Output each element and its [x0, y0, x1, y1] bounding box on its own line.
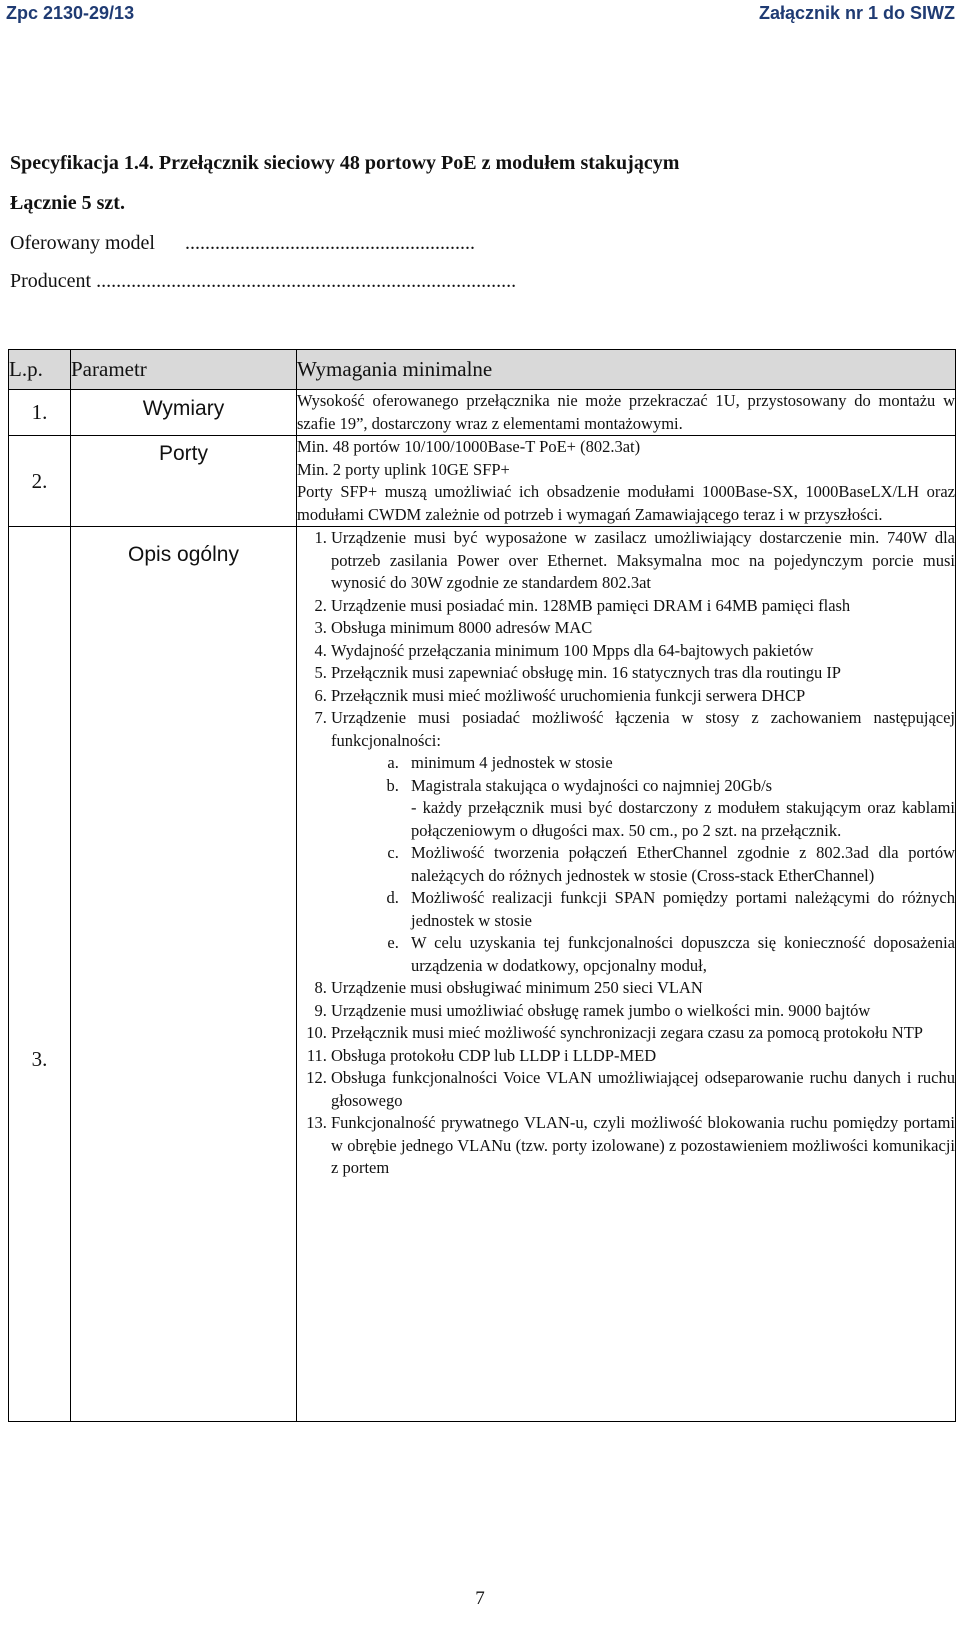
row-requirements: [297, 527, 956, 1422]
list-item: 1. Urządzenie musi być wyposażone w zasilacz umożliwiający dostarczenie min. 740W dla potrzeb zasilania Power over Ethernet. Maksymalna moc na pojedynczym porcie musi wynosić do 30W zgodnie ze standardem 802.3at: [331, 527, 955, 595]
sublist-item: a. minimum 4 jednostek w stosie: [403, 752, 955, 775]
requirement-text: Min. 2 porty uplink 10GE SFP+: [297, 459, 510, 479]
sublist-item: e. W celu uzyskania tej funkcjonalności dopuszcza się konieczność doposażenia urządzenia w dodatkowy, opcjonalny moduł,: [403, 932, 955, 977]
table-row: [9, 436, 956, 527]
requirements-list: [297, 527, 955, 1180]
header-wymagania: Wymagania minimalne: [297, 350, 956, 390]
list-item: 8. Urządzenie musi obsługiwać minimum 250 sieci VLAN: [331, 977, 955, 1000]
list-item: 13. Funkcjonalność prywatnego VLAN-u, czyli możliwość blokowania ruchu pomiędzy portami w obrębie jednego VLANu (tzw. porty izolowane) z pozostawieniem możliwości komunikacji z portem: [331, 1112, 955, 1180]
sublist-item-text: Magistrala stakująca o wydajności co najmniej 20Gb/s: [411, 775, 773, 795]
list-item-text: Urządzenie musi posiadać możliwość łączenia w stosy z zachowaniem następującej funkcjonalności:: [331, 708, 955, 750]
list-item: 9. Urządzenie musi umożliwiać obsługę ramek jumbo o wielkości min. 9000 bajtów: [331, 1000, 955, 1023]
list-item: 6. Przełącznik musi mieć możliwość uruchomienia funkcji serwera DHCP: [331, 685, 955, 708]
requirement-text: Wysokość oferowanego przełącznika nie może przekraczać 1U, przystosowany do montażu w szafie 19”, dostarczony wraz z elementami montażowymi.: [297, 391, 955, 433]
spec-title: Specyfikacja 1.4. Przełącznik sieciowy 48 portowy PoE z modułem stakującym: [10, 152, 680, 174]
table-row: [9, 390, 956, 436]
list-item: 11. Obsługa protokołu CDP lub LLDP i LLDP-MED: [331, 1045, 955, 1068]
sublist-item: c. Możliwość tworzenia połączeń EtherChannel zgodnie z 802.3ad dla portów należących do różnych jednostek w stosie (Cross-stack EtherChannel): [403, 842, 955, 887]
row-number: 2.: [9, 436, 71, 527]
sublist-item: [403, 775, 955, 843]
row-parameter: Wymiary: [71, 390, 297, 436]
header-parametr: Parametr: [71, 350, 297, 390]
row-number: 3.: [9, 527, 71, 1422]
list-item: [331, 707, 955, 977]
list-item: 5. Przełącznik musi zapewniać obsługę min. 16 statycznych tras dla routingu IP: [331, 662, 955, 685]
header-lp: L.p.: [9, 350, 71, 390]
row-parameter: Porty: [71, 436, 297, 527]
row-requirements: [297, 436, 956, 527]
requirement-text: Min. 48 portów 10/100/1000Base-T PoE+ (802.3at): [297, 437, 641, 456]
list-item: 12. Obsługa funkcjonalności Voice VLAN umożliwiającej odseparowanie ruchu danych i ruchu głosowego: [331, 1067, 955, 1112]
row-parameter: Opis ogólny: [71, 527, 297, 1422]
sublist-item: d. Możliwość realizacji funkcji SPAN pomiędzy portami należącymi do różnych jednostek w stosie: [403, 887, 955, 932]
row-requirements: [297, 390, 956, 436]
sublist-note: - każdy przełącznik musi być dostarczony z modułem stakującym oraz kablami połączeniowym o długości max. 50 cm., po 2 szt. na przełącznik.: [411, 798, 955, 840]
requirement-text: Porty SFP+ muszą umożliwiać ich obsadzenie modułami 1000Base-SX, 1000BaseLX/LH oraz modułami CWDM zależnie od potrzeb i wymagań Zamawiającego teraz i w przyszłości.: [297, 482, 955, 524]
page-header: [0, 0, 960, 26]
requirements-table: [8, 349, 956, 1422]
quantity-line: Łącznie 5 szt.: [10, 192, 125, 214]
row-number: 1.: [9, 390, 71, 436]
document-number: Zpc 2130-29/13: [6, 3, 135, 23]
table-row: [9, 527, 956, 1422]
table-header-row: [9, 350, 956, 390]
list-item: 4. Wydajność przełączania minimum 100 Mpps dla 64-bajtowych pakietów: [331, 640, 955, 663]
page-number: 7: [475, 1588, 485, 1609]
attachment-label: Załącznik nr 1 do SIWZ: [758, 3, 955, 23]
list-item: 2. Urządzenie musi posiadać min. 128MB pamięci DRAM i 64MB pamięci flash: [331, 595, 955, 618]
producer-line: Producent ....................................................................................: [10, 270, 517, 292]
offered-model-line: Oferowany model ..........................................................: [10, 232, 475, 254]
list-item: 3. Obsługa minimum 8000 adresów MAC: [331, 617, 955, 640]
list-item: 10. Przełącznik musi mieć możliwość synchronizacji zegara czasu za pomocą protokołu NTP: [331, 1022, 955, 1045]
stacking-sublist: [331, 752, 955, 977]
